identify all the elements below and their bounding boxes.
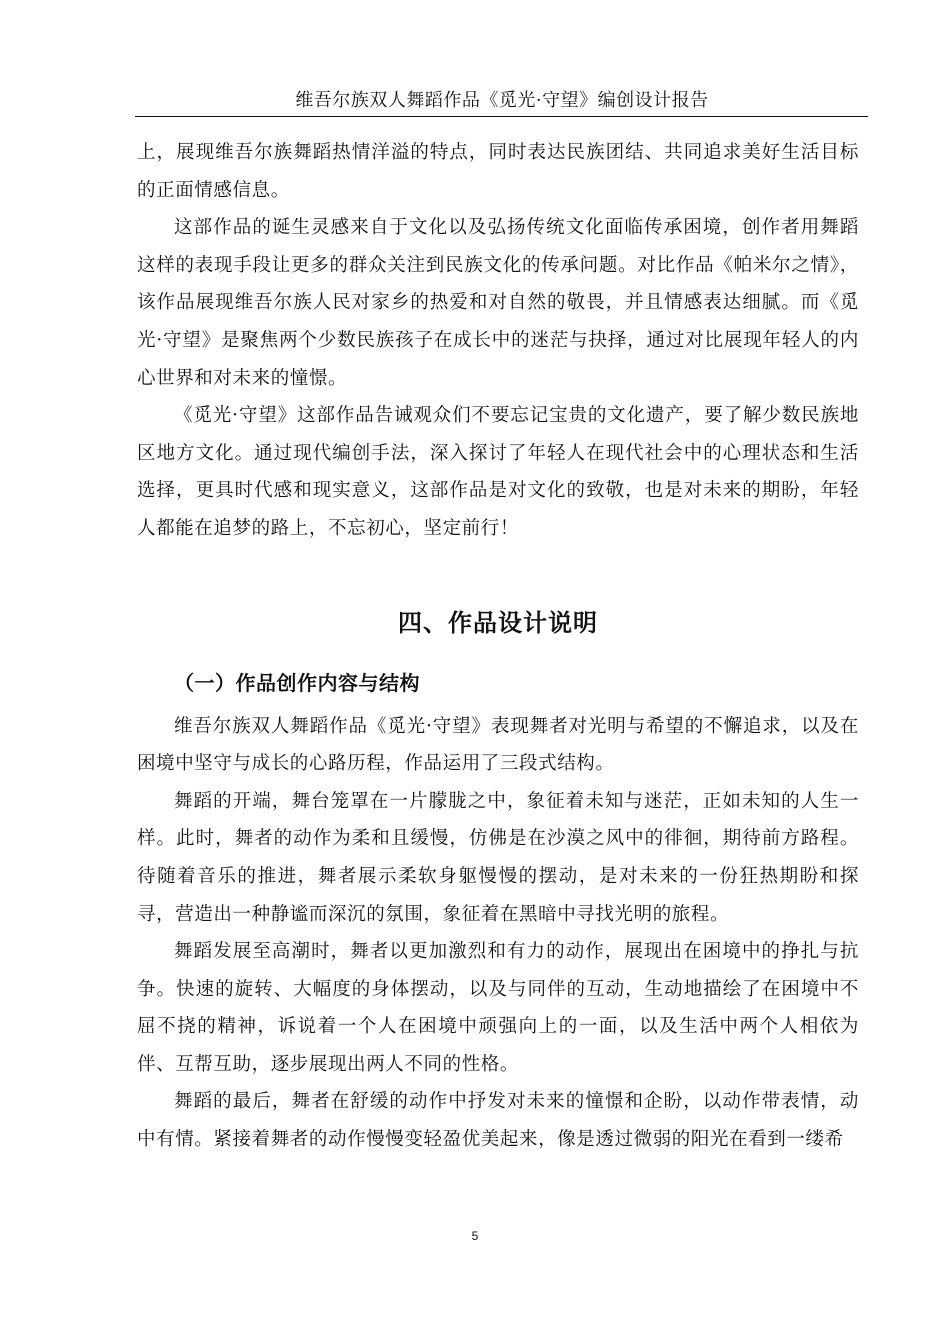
page-number: 5 [471, 1229, 479, 1243]
subsection-heading: （一）作品创作内容与结构 [174, 670, 420, 695]
paragraph-climax: 舞蹈发展至高潮时，舞者以更加激烈和有力的动作，展现出在困境中的挣扎与抗争。快速的旋转、大幅度的身体摆动，以及与同伴的互动，生动地描绘了在困境中不屈不挠的精神，诉说着一个人在困境中顽强向上的一面，以及生活中两个人相依为伴、互帮互助，逐步展现出两人不同的性格。 [137, 941, 859, 1075]
paragraph-continuation: 上，展现维吾尔族舞蹈热情洋溢的特点，同时表达民族团结、共同追求美好生活目标的正面情感信息。 [137, 142, 859, 201]
paragraph-structure-intro: 维吾尔族双人舞蹈作品《觅光·守望》表现舞者对光明与希望的不懈追求，以及在困境中坚守与成长的心路历程，作品运用了三段式结构。 [137, 715, 859, 775]
page-content [137, 134, 859, 1159]
paragraph-inspiration: 这部作品的诞生灵感来自于文化以及弘扬传统文化面临传承困境，创作者用舞蹈这样的表现手段让更多的群众关注到民族文化的传承问题。对比作品《帕米尔之情》，该作品展现维吾尔族人民对家乡的热爱和对自然的敬畏，并且情感表达细腻。而《觅光·守望》是聚焦两个少数民族孩子在成长中的迷茫与抉择，通过对比展现年轻人的内心世界和对未来的憧憬。 [137, 217, 859, 389]
paragraph-opening: 舞蹈的开端，舞台笼罩在一片朦胧之中，象征着未知与迷茫，正如未知的人生一样。此时，舞者的动作为柔和且缓慢，仿佛是在沙漠之风中的徘徊，期待前方路程。待随着音乐的推进，舞者展示柔软身躯慢慢的摆动，是对未来的一份狂热期盼和探寻，营造出一种静谧而深沉的氛围，象征着在黑暗中寻找光明的旅程。 [137, 790, 859, 925]
section-heading: 四、作品设计说明 [398, 608, 598, 637]
paragraph-significance: 《觅光·守望》这部作品告诫观众们不要忘记宝贵的文化遗产，要了解少数民族地区地方文化。通过现代编创手法，深入探讨了年轻人在现代社会中的心理状态和生活选择，更具时代感和现实意义，这部作品是对文化的致敬，也是对未来的期盼，年轻人都能在追梦的路上，不忘初心，坚定前行！ [137, 405, 859, 539]
running-header: 维吾尔族双人舞蹈作品《觅光·守望》编创设计报告 [295, 90, 709, 111]
paragraph-ending: 舞蹈的最后，舞者在舒缓的动作中抒发对未来的憧憬和企盼，以动作带表情，动中有情。紧接着舞者的动作慢慢变轻盈优美起来，像是透过微弱的阳光在看到一缕希 [137, 1091, 859, 1151]
header-divider [135, 116, 868, 117]
